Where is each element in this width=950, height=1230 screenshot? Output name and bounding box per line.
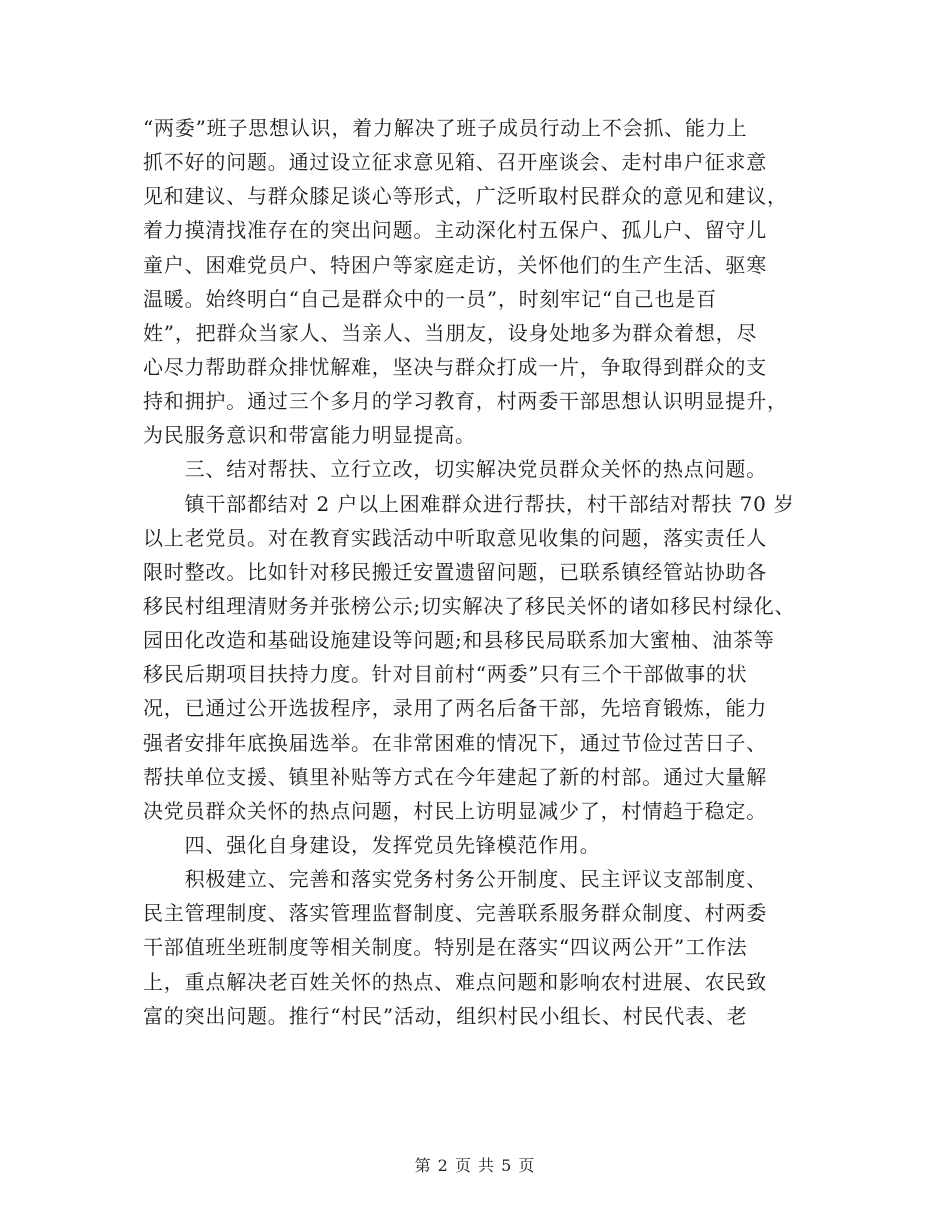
text-line: 抓不好的问题。通过设立征求意见箱、召开座谈会、走村串户征求意: [143, 150, 767, 175]
text-line: 心尽力帮助群众排忧解难，坚决与群众打成一片，争取得到群众的支: [143, 354, 767, 379]
section-heading-3: 三、结对帮扶、立行立改，切实解决党员群众关怀的热点问题。: [143, 457, 767, 482]
text-line: 干部值班坐班制度等相关制度。特别是在落实“四议两公开”工作法: [143, 935, 748, 960]
text-line: 民主管理制度、落实管理监督制度、完善联系服务群众制度、村两委: [143, 901, 767, 926]
text-line: 况，已通过公开选拔程序，录用了两名后备干部，先培育锻炼，能力: [143, 696, 767, 721]
text-line: 持和拥护。通过三个多月的学习教育，村两委干部思想认识明显提升，: [143, 389, 788, 414]
text-line: 童户、困难党员户、特困户等家庭走访，关怀他们的生产生活、驱寒: [143, 252, 767, 277]
text-line: 为民服务意识和带富能力明显提高。: [143, 423, 476, 448]
text-line: 园田化改造和基础设施建设等问题;和县移民局联系加大蜜柚、油茶等: [143, 628, 775, 653]
document-body: [143, 111, 823, 1033]
text-line: 强者安排年底换届选举。在非常困难的情况下，通过节俭过苦日子、: [143, 730, 767, 755]
text-line: 积极建立、完善和落实党务村务公开制度、民主评议支部制度、: [143, 867, 767, 892]
text-line: 富的突出问题。推行“村民”活动，组织村民小组长、村民代表、老: [143, 1003, 748, 1028]
text-line: 帮扶单位支援、镇里补贴等方式在今年建起了新的村部。通过大量解: [143, 764, 767, 789]
text-line: 上，重点解决老百姓关怀的热点、难点问题和影响农村进展、农民致: [143, 969, 767, 994]
text-line: 镇干部都结对 2 户以上困难群众进行帮扶，村干部结对帮扶 70 岁: [143, 491, 795, 516]
text-line: 温暖。始终明白“自己是群众中的一员”，时刻牢记“自己也是百: [143, 286, 717, 311]
text-line: 以上老党员。对在教育实践活动中听取意见收集的问题，落实责任人: [143, 525, 767, 550]
text-line: 限时整改。比如针对移民搬迁安置遗留问题，已联系镇经管站协助各: [143, 559, 767, 584]
page-number-footer: 第 2 页 共 5 页: [414, 1156, 536, 1175]
section-heading-4: 四、强化自身建设，发挥党员先锋模范作用。: [143, 832, 601, 857]
text-line: 着力摸清找准存在的突出问题。主动深化村五保户、孤儿户、留守儿: [143, 218, 767, 243]
text-line: 移民后期项目扶持力度。针对目前村“两委”只有三个干部做事的状: [143, 662, 748, 687]
text-line: “两委”班子思想认识，着力解决了班子成员行动上不会抓、能力上: [143, 116, 748, 140]
text-line: 姓”，把群众当家人、当亲人、当朋友，设身处地多为群众着想，尽: [143, 320, 758, 345]
text-line: 移民村组理清财务并张榜公示;切实解决了移民关怀的诸如移民村绿化、: [143, 593, 796, 618]
text-line: 决党员群众关怀的热点问题，村民上访明显减少了，村情趋于稳定。: [143, 798, 767, 823]
text-line: 见和建议、与群众膝足谈心等形式，广泛听取村民群众的意见和建议，: [143, 184, 788, 209]
